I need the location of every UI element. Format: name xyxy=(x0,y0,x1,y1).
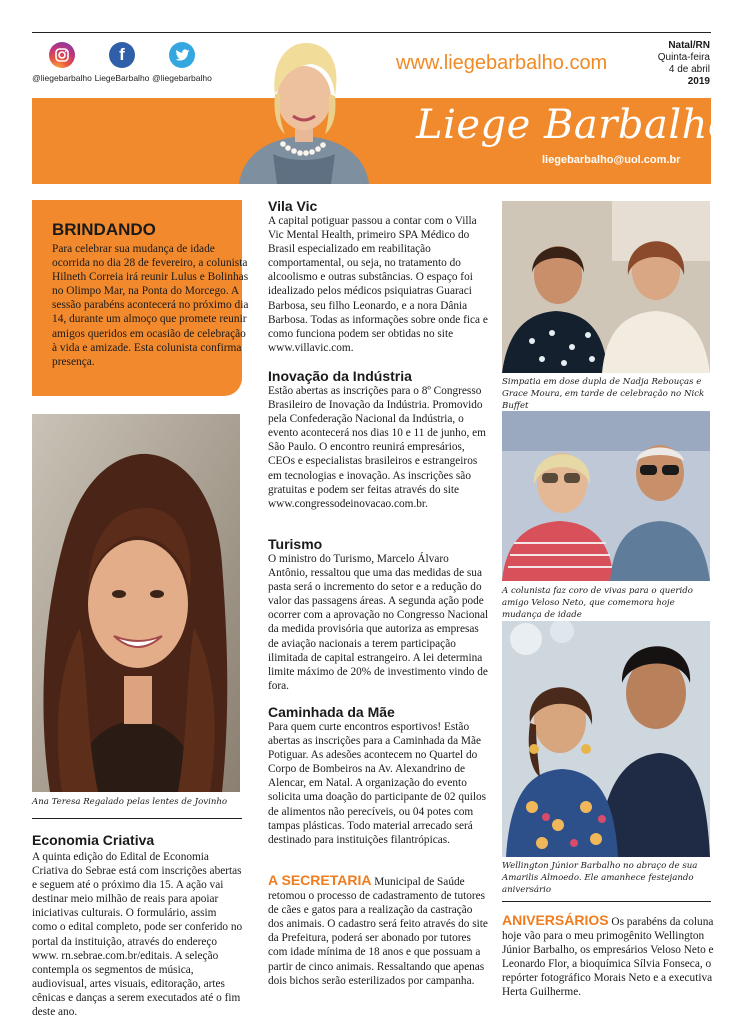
brindando-text: Para celebrar sua mudança de idade ocorrida no dia 28 de fevereiro, a colunista Hilneth Correia irá reunir Lulus e Bolinhas no Olimpo Mar, na Ponta do Morcego. A sessão parabéns acontecerá no próximo dia 14, durante um almoço que promete reunir amigos queridos em ocasião de celebração à vida e amizade. Esta colunista confirma presença. xyxy=(52,243,249,368)
caminhada-title: Caminhada da Mãe xyxy=(268,704,395,720)
brindando-box xyxy=(32,200,249,396)
vila-vic-text: A capital potiguar passou a contar com o Villa Vic Mental Health, primeiro SPA Médico do Brasil especializado em reabilitação comportamental, ou seja, no tratamento do alcoolismo e outras substâncias. O espaço foi idealizado pelos médicos psiquiatras Guaraci Barbosa, seu filho Leonardo, e a nora Dânia Barbosa. Todas as informações sobre onde fica e como funciona podem ser obtidas no site www.villavic.com. xyxy=(268,215,488,354)
instagram-link[interactable] xyxy=(32,42,92,83)
caption-nadja-grace: Simpatia em dose dupla de Nadja Rebouças e Grace Moura, em tarde de celebração no Nick Buffet xyxy=(502,377,705,411)
caption-veloso-neto: A colunista faz coro de vivas para o querido amigo Veloso Neto, que comemora hoje mudança de idade xyxy=(502,586,693,620)
brindando-title: BRINDANDO xyxy=(52,220,156,239)
website-url[interactable]: www.liegebarbalho.com xyxy=(396,52,608,74)
facebook-icon: f xyxy=(109,42,135,68)
caption-wellington-amarilis: Wellington Júnior Barbalho no abraço de sua Amarilis Almoedo. Ele amanhece festejando aniversário xyxy=(502,861,698,895)
caminhada-text: Para quem curte encontros esportivos! Estão abertas as inscrições para a Caminhada da Mãe Potiguar. As adesões acontecem no Quartel do Corpo de Bombeiros na Av. Alexandrino de Alencar, em Natal. A organização do evento solicita uma doação do participante de 02 quilos de alimentos não perecíveis, ou 04 potes com tampas plásticas. Todo material arrecado será destinado para instituições filantrópicas. xyxy=(268,721,487,846)
secretaria-title: A SECRETARIA xyxy=(268,872,372,888)
columnist-email[interactable]: liegebarbalho@uol.com.br xyxy=(542,154,681,166)
right-divider xyxy=(502,901,711,902)
twitter-icon xyxy=(169,42,195,68)
inovacao-text: Estão abertas as inscrições para o 8º Congresso Brasileiro de Inovação da Indústria. Promovido pela Confederação Nacional da Indústria, o evento acontecerá nos dias 10 e 11 de junho, em São Paulo. O encontro reunirá empresários, CEOs e especialistas brasileiros e estrangeiros em tecnologias e inovação. As inscrições são gratuitas e podem ser feitas através do site www.congressodeinovacao.com.br. xyxy=(268,385,486,510)
aniversarios-text: Os parabéns da coluna hoje vão para o meu primogênito Wellington Júnior Barbalho, os empresários Veloso Neto e Leonardo Flor, a bioquímica Sílvia Fonseca, o repórter fotográfico Morais Neto e a executiva Herta Guilherme. xyxy=(502,916,714,999)
city: Natal/RN xyxy=(668,40,710,51)
facebook-link[interactable] xyxy=(92,42,152,83)
photo-wellington-amarilis xyxy=(502,621,710,857)
photo-ana-teresa xyxy=(32,414,240,792)
instagram-icon xyxy=(49,42,75,68)
economia-title: Economia Criativa xyxy=(32,832,155,848)
columnist-name: Liege Barbalho xyxy=(416,102,733,148)
weekday: Quinta-feira xyxy=(657,52,710,63)
vila-vic-title: Vila Vic xyxy=(268,198,318,214)
left-divider xyxy=(32,818,242,819)
year: 2019 xyxy=(687,76,710,87)
turismo-text: O ministro do Turismo, Marcelo Álvaro Antônio, ressaltou que uma das medidas de sua pasta será o incremento do setor e a redução do valor das passagens áreas. A segunda ação pode ocorrer com a aprovação no Congresso Nacional da medida provisória que autoriza as empresas de aviação nacionais a terem participação ilimitada de capital estrangeiro. A lei determina limite máximo de 20% de investimento vindo de fora. xyxy=(268,553,489,692)
economia-text: A quinta edição do Edital de Economia Criativa do Sebrae está com inscrições abertas e seguem até o próximo dia 15. A ação vai destinar meio milhão de reais para apoiar iniciativas culturais. O formulário, assim como o edital completo, pode ser conferido no portal da instituição, através do endereço www. rn.sebrae.com.br/editais. A seleção contempla os segmentos de música, audiovisual, artes visuais, editoração, artes cênicas e danças a serem executados até o fim deste ano. xyxy=(32,851,243,1019)
instagram-label: @liegebarbalho xyxy=(32,73,92,83)
inovacao-title: Inovação da Indústria xyxy=(268,368,412,384)
secretaria-paragraph xyxy=(268,873,490,988)
facebook-label: LiegeBarbalho xyxy=(94,73,150,83)
twitter-link[interactable] xyxy=(152,42,212,83)
aniversarios-title: ANIVERSÁRIOS xyxy=(502,912,609,928)
date-box xyxy=(658,40,710,88)
secretaria-text: Municipal de Saúde retomou o processo de cadastramento de tutores de cães e gatos para a realização da castração dos animais. O cadastro será feito através do site da Prefeitura, poderá ser abonado por tutores com idade mínima de 18 anos e que possuam a partir de cinco animais. Ressaltando que apenas dois bichos serão esterilizados por campanha. xyxy=(268,876,488,987)
top-rule xyxy=(32,32,711,33)
twitter-label: @liegebarbalho xyxy=(152,73,212,83)
columnist-portrait xyxy=(233,36,375,184)
photo-veloso-neto xyxy=(502,411,710,581)
date: 4 de abril xyxy=(668,64,710,75)
turismo-title: Turismo xyxy=(268,536,323,552)
aniversarios-paragraph xyxy=(502,913,714,1000)
caption-ana-teresa: Ana Teresa Regalado pelas lentes de Jovinho xyxy=(32,797,228,807)
photo-nadja-grace xyxy=(502,201,710,373)
